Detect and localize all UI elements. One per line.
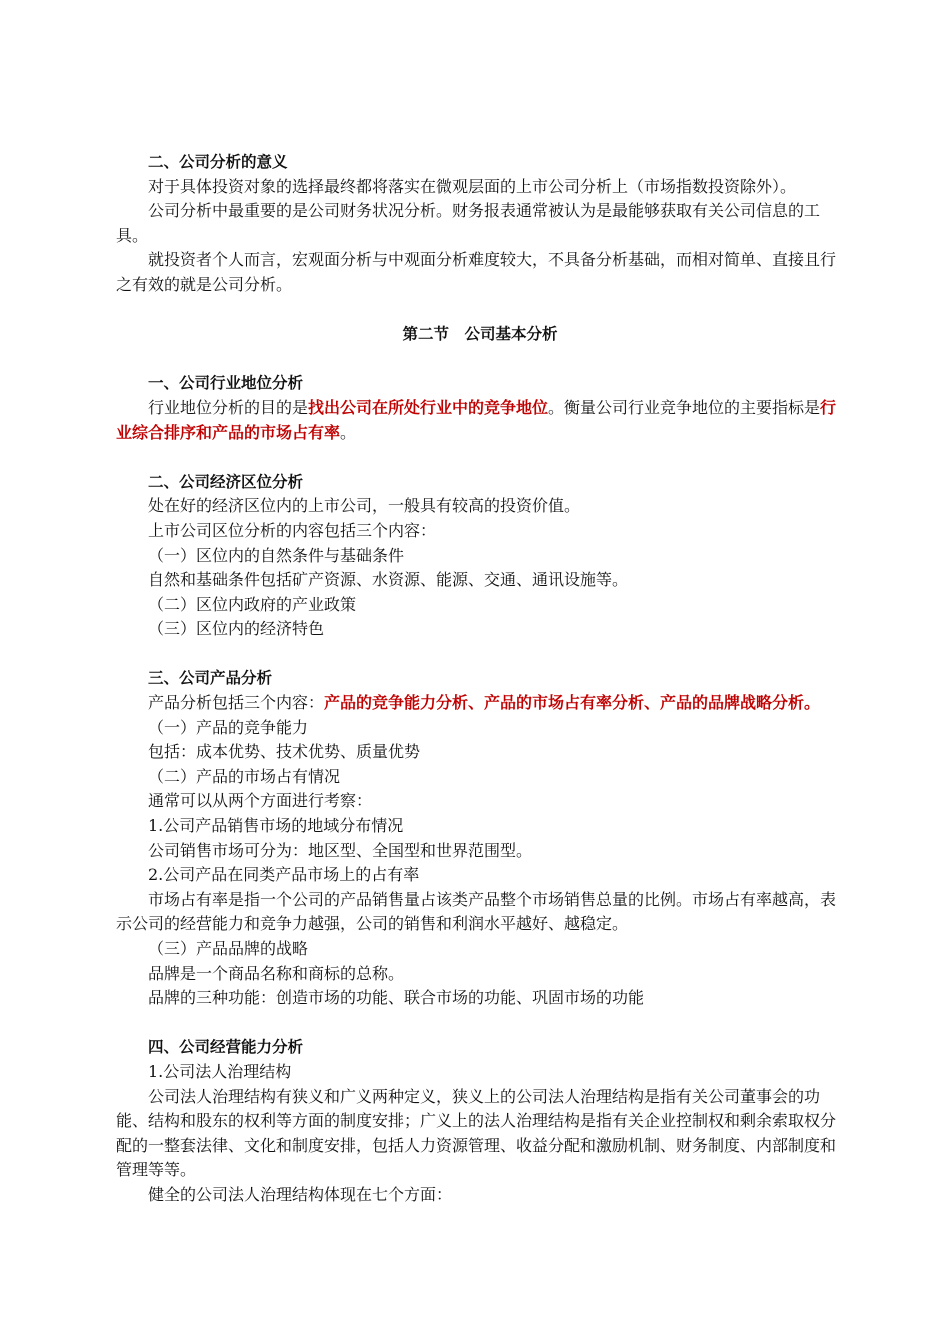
paragraph: 行业地位分析的目的是找出公司在所处行业中的竞争地位。衡量公司行业竞争地位的主要指标是行业综合排序和产品的市场占有率。 [116,397,837,442]
heading-product-analysis: 三、公司产品分析 [148,669,273,688]
document-page [116,150,844,1208]
list-item: （三）产品品牌的战略 [148,939,309,958]
highlight-text: 行业综合排序和产品的市场占有率 [116,397,837,442]
heading-operating-ability: 四、公司经营能力分析 [148,1038,304,1057]
heading-industry-position: 一、公司行业地位分析 [148,374,304,393]
highlight-text: 产品的竞争能力分析、产品的市场占有率分析、产品的品牌战略分析。 [324,693,821,713]
list-item: 2.公司产品在同类产品市场上的占有率 [148,865,420,885]
paragraph: 品牌的三种功能：创造市场的功能、联合市场的功能、巩固市场的功能 [148,988,645,1008]
paragraph: 通常可以从两个方面进行考察： [148,791,373,811]
paragraph: 公司分析中最重要的是公司财务状况分析。财务报表通常被认为是最能够获取有关公司信息的工具。 [116,201,821,245]
paragraph: 对于具体投资对象的选择最终都将落实在微观层面的上市公司分析上（市场指数投资除外）。 [148,176,797,196]
highlight-text: 找出公司在所处行业中的竞争地位 [308,397,549,417]
list-item: （一）区位内的自然条件与基础条件 [148,545,405,565]
list-item: 1.公司法人治理结构 [148,1061,292,1081]
paragraph: 市场占有率是指一个公司的产品销售量占该类产品整个市场销售总量的比例。市场占有率越高，表示公司的经营能力和竞争力越强，公司的销售和利润水平越好、越稳定。 [116,889,837,934]
paragraph: 公司销售市场可分为：地区型、全国型和世界范围型。 [148,840,533,860]
section-title: 第二节 公司基本分析 [402,325,558,344]
paragraph: 处在好的经济区位内的上市公司，一般具有较高的投资价值。 [148,496,581,516]
paragraph: 包括：成本优势、技术优势、质量优势 [148,742,421,762]
list-item: （一）产品的竞争能力 [148,717,309,737]
heading-economic-location: 二、公司经济区位分析 [148,472,304,491]
paragraph: 品牌是一个商品名称和商标的总称。 [148,963,405,983]
paragraph: 自然和基础条件包括矿产资源、水资源、能源、交通、通讯设施等。 [148,570,629,590]
paragraph: 公司法人治理结构有狭义和广义两种定义，狭义上的公司法人治理结构是指有关公司董事会的功能、结构和股东的权利等方面的制度安排；广义上的法人治理结构是指有关企业控制权和剩余索取权分配的一整套法律、文化和制度安排，包括人力资源管理、收益分配和激励机制、财务制度、内部制度和管理等等。 [116,1086,837,1180]
list-item: 1.公司产品销售市场的地域分布情况 [148,816,404,836]
heading-significance: 二、公司分析的意义 [148,153,288,171]
paragraph: 就投资者个人而言，宏观面分析与中观面分析难度较大，不具备分析基础，而相对简单、直接且行之有效的就是公司分析。 [116,250,837,294]
paragraph: 上市公司区位分析的内容包括三个内容： [148,520,437,540]
list-item: （二）产品的市场占有情况 [148,766,341,786]
paragraph: 产品分析包括三个内容：产品的竞争能力分析、产品的市场占有率分析、产品的品牌战略分析。 [148,693,821,713]
list-item: （二）区位内政府的产业政策 [148,594,357,614]
paragraph: 健全的公司法人治理结构体现在七个方面： [148,1184,453,1204]
list-item: （三）区位内的经济特色 [148,619,325,639]
